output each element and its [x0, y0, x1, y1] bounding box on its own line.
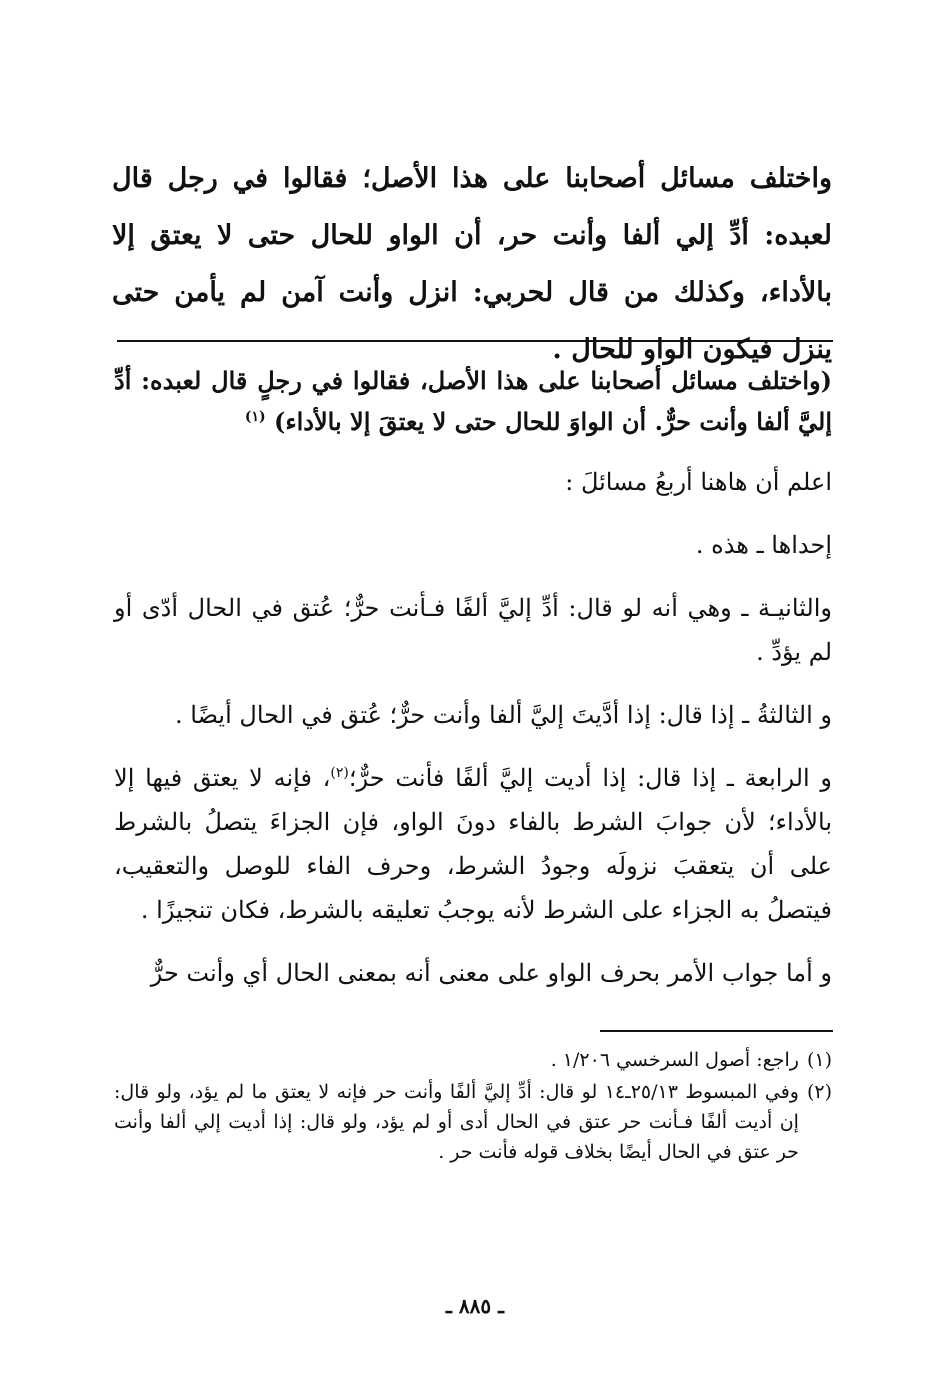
commentary-paragraph-3: والثانيـة ـ وهي أنه لو قال: أدِّ إليَّ ألفًا فـأنت حرٌّ؛ عُتق في الحال أدّى أو لم يؤدِّ .: [114, 594, 832, 666]
commentary-paragraph-2: إحداها ـ هذه .: [695, 531, 832, 559]
footnote-ref-2: (٢): [330, 765, 349, 781]
footnote-2: [114, 1077, 832, 1167]
footnote-number: (١): [806, 1049, 832, 1071]
commentary-paragraph-4: و الثالثةُ ـ إذا قال: إذا أدَّيتَ إليَّ ألفا وأنت حرٌّ؛ عُتق في الحال أيضًا .: [175, 701, 832, 729]
main-text-paragraph: واختلف مسائل أصحابنا على هذا الأصل؛ فقالوا في رجل قال لعبده: أدِّ إلي ألفا وأنت حر، أن الواو للحال حتى لا يعتق إلا بالأداء، وكذلك من قال لحربي: انزل وأنت آمن لم يأمن حتى ينزل فيكون الواو للحال .: [112, 163, 832, 365]
footnote-ref-1: (١): [244, 409, 266, 425]
footnote-1: [114, 1045, 832, 1075]
footnote-text: وفي المبسوط ٢٥/١٣ـ١٤ لو قال: أدِّ إليَّ ألفًا وأنت حر فإنه لا يعتق ما لم يؤد، ولو قال: إن أديت ألفًا فـأنت حر عتق في الحال أدى أو لم يؤد، ولو قال: إذا أديت إلي ألفا وأنت حر عتق في الحال أيضًا بخلاف قوله فأنت حر .: [114, 1081, 799, 1163]
paragraph-5-start: و الرابعة ـ إذا قال: إذا أديت إليَّ ألفًا فأنت حرٌّ؛: [348, 764, 833, 792]
footnotes: [114, 1045, 832, 1169]
commentary-quote: [114, 360, 832, 442]
footnote-text: راجع: أصول السرخسي ١/٢٠٦ .: [550, 1049, 799, 1071]
quote-text: (واختلف مسائل أصحابنا على هذا الأصل، فقالوا في رجلٍ قال لعبده: أدِّ إليَّ ألفا وأنت حرٌّ. أن الواوَ للحال حتى لا يعتقَ إلا بالأداء): [114, 366, 832, 436]
main-text-separator: [117, 340, 833, 342]
paragraph-5-rest: ، فإنه لا يعتق فيها إلا بالأداء؛ لأن جوابَ الشرط بالفاء دونَ الواو، فإن الجزاءَ يتصلُ بالشرط على أن يتعقبَ نزولَه وجودُ الشرط، وحرف الفاء للوصل والتعقيب، فيتصلُ به الجزاء على الشرط لأنه يوجبُ تعليقه بالشرط، فكان تنجيزًا .: [114, 764, 832, 924]
footnote-number: (٢): [806, 1081, 832, 1103]
commentary: [114, 360, 832, 1014]
commentary-paragraph-1: اعلم أن هاهنا أربعُ مسائلَ :: [565, 468, 832, 496]
main-text: [112, 150, 832, 378]
footnote-separator: [600, 1030, 833, 1032]
commentary-paragraph-5: [114, 756, 832, 932]
page-number: ـ ٨٨٥ ـ: [446, 1294, 504, 1318]
commentary-paragraph-6: و أما جواب الأمر بحرف الواو على معنى أنه بمعنى الحال أي وأنت حرٌّ: [150, 959, 832, 987]
